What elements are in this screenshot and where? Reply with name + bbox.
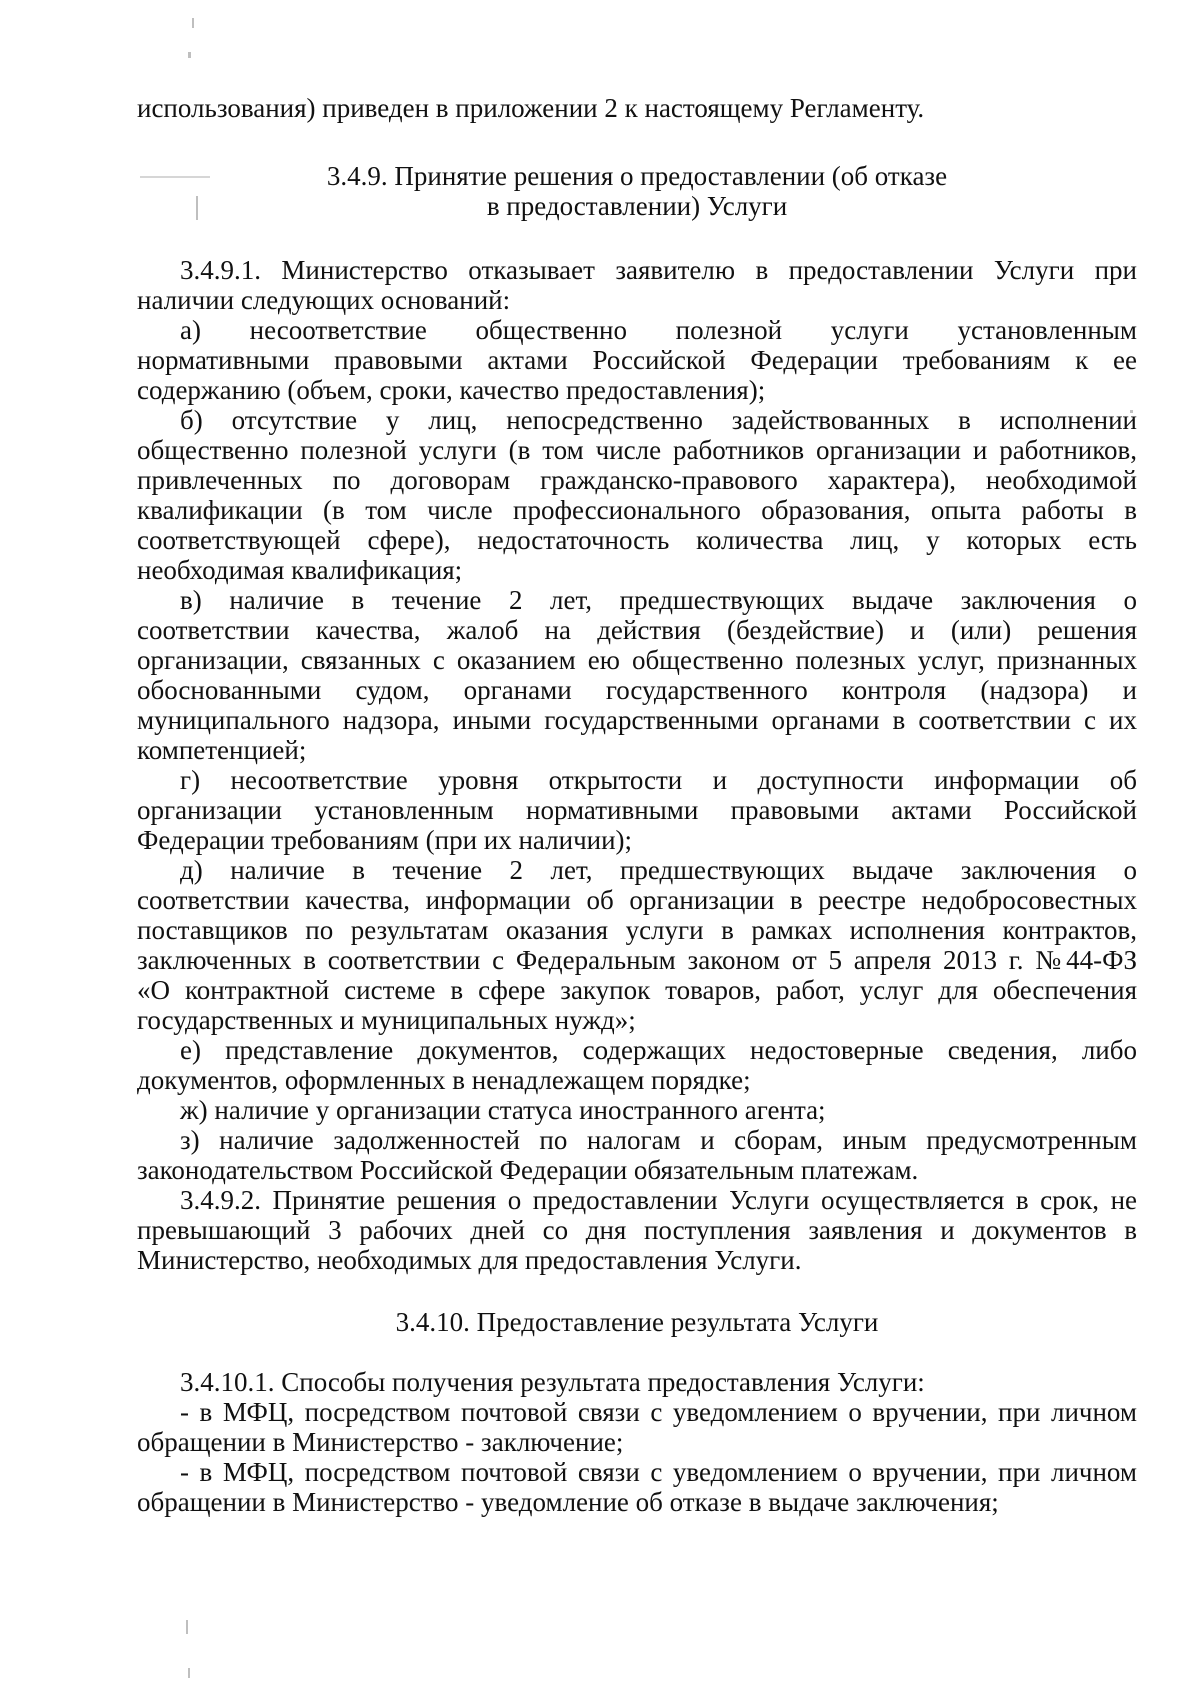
text-line: соответствии качества, информации об организации в реестре недобросовестных <box>137 885 1137 915</box>
list-item-dash-1: - в МФЦ, посредством почтовой связи с уведомлением о вручении, при личном <box>180 1397 1137 1427</box>
text-line: привлеченных по договорам гражданско-правового характера), необходимой <box>137 465 1137 495</box>
text-line: обращении в Министерство - уведомление об отказе в выдаче заключения; <box>137 1487 999 1517</box>
list-item-v: в) наличие в течение 2 лет, предшествующих выдаче заключения о <box>180 585 1137 615</box>
text-line: компетенцией; <box>137 735 307 765</box>
scan-artifact <box>188 52 191 58</box>
paragraph-3-4-9-2: 3.4.9.2. Принятие решения о предоставлении Услуги осуществляется в срок, не <box>180 1185 1137 1215</box>
list-item-e: е) представление документов, содержащих недостоверные сведения, либо <box>180 1035 1137 1065</box>
scan-artifact <box>192 18 194 28</box>
text-line: соответствующей сфере), недостаточность количества лиц, у которых есть <box>137 525 1137 555</box>
text-line: муниципального надзора, иными государственными органами в соответствии с их <box>137 705 1137 735</box>
text-line: квалификации (в том числе профессионального образования, опыта работы в <box>137 495 1137 525</box>
text-line: использования) приведен в приложении 2 к настоящему Регламенту. <box>137 93 925 123</box>
text-line: наличии следующих оснований: <box>137 285 511 315</box>
list-item-zh: ж) наличие у организации статуса иностранного агента; <box>180 1095 826 1125</box>
section-heading-3-4-9-cont: в предоставлении) Услуги <box>486 191 788 221</box>
text-line: законодательством Российской Федерации обязательным платежам. <box>137 1155 919 1185</box>
text-line: соответствии качества, жалоб на действия (бездействие) и (или) решения <box>137 615 1137 645</box>
section-heading-3-4-9: 3.4.9. Принятие решения о предоставлении (об отказе <box>326 161 948 191</box>
text-line: документов, оформленных в ненадлежащем порядке; <box>137 1065 751 1095</box>
scan-artifact <box>186 1620 188 1634</box>
text-line: Министерство, необходимых для предоставления Услуги. <box>137 1245 802 1275</box>
list-item-a: а) несоответствие общественно полезной услуги установленным <box>180 315 1137 345</box>
list-item-z: з) наличие задолженностей по налогам и сборам, иным предусмотренным <box>180 1125 1137 1155</box>
text-line: «О контрактной системе в сфере закупок товаров, работ, услуг для обеспечения <box>137 975 1137 1005</box>
text-line: содержанию (объем, сроки, качество предоставления); <box>137 375 766 405</box>
text-line: поставщиков по результатам оказания услуги в рамках исполнения контрактов, <box>137 915 1137 945</box>
text-line: государственных и муниципальных нужд»; <box>137 1005 636 1035</box>
text-line: общественно полезной услуги (в том числе работников организации и работников, <box>137 435 1137 465</box>
paragraph-3-4-10-1: 3.4.10.1. Способы получения результата предоставления Услуги: <box>180 1367 925 1397</box>
paragraph-3-4-9-1: 3.4.9.1. Министерство отказывает заявителю в предоставлении Услуги при <box>180 255 1137 285</box>
text-line: Федерации требованиям (при их наличии); <box>137 825 633 855</box>
scan-artifact <box>188 1668 190 1678</box>
list-item-b: б) отсутствие у лиц, непосредственно задействованных в исполнении <box>180 405 1137 435</box>
list-item-g: г) несоответствие уровня открытости и доступности информации об <box>180 765 1137 795</box>
text-line: нормативными правовыми актами Российской Федерации требованиям к ее <box>137 345 1137 375</box>
section-heading-3-4-10: 3.4.10. Предоставление результата Услуги <box>395 1307 879 1337</box>
text-line: обоснованными судом, органами государственного контроля (надзора) и <box>137 675 1137 705</box>
text-line: превышающий 3 рабочих дней со дня поступления заявления и документов в <box>137 1215 1137 1245</box>
text-line: заключенных в соответствии с Федеральным законом от 5 апреля 2013 г. №44-ФЗ <box>137 945 1137 975</box>
text-line: организации, связанных с оказанием ею общественно полезных услуг, признанных <box>137 645 1137 675</box>
text-line: организации установленным нормативными правовыми актами Российской <box>137 795 1137 825</box>
text-line: обращении в Министерство - заключение; <box>137 1427 624 1457</box>
list-item-dash-2: - в МФЦ, посредством почтовой связи с уведомлением о вручении, при личном <box>180 1457 1137 1487</box>
text-line: необходимая квалификация; <box>137 555 463 585</box>
list-item-d: д) наличие в течение 2 лет, предшествующих выдаче заключения о <box>180 855 1137 885</box>
